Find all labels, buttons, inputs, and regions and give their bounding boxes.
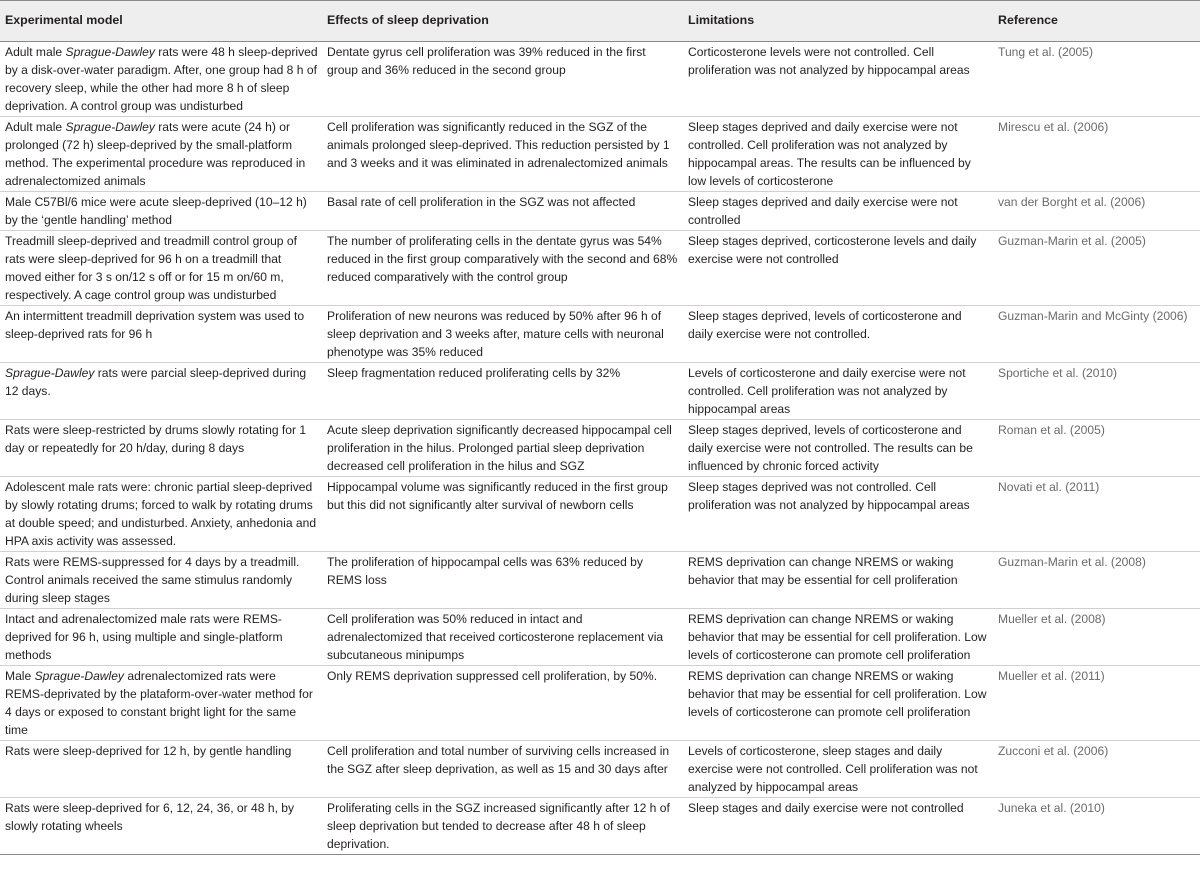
cell-experimental-model [0,231,322,306]
cell-experimental-model [0,117,322,192]
cell-reference: Mueller et al. (2011) [993,666,1200,741]
header-limitations: Limitations [683,1,993,42]
table-row [0,798,1200,855]
cell-experimental-model [0,420,322,477]
table-row [0,420,1200,477]
header-row [0,1,1200,42]
model-text: Treadmill sleep-deprived and treadmill control group of rats were sleep-deprived for 96 h on a treadmill that moved either for 3 s on/12 s off or for 15 m on/60 m, respectively. A cage control group was undisturbed [5,234,297,302]
species-name: Sprague-Dawley [65,45,155,59]
cell-effects: Basal rate of cell proliferation in the SGZ was not affected [322,192,683,231]
cell-effects: The number of proliferating cells in the dentate gyrus was 54% reduced in the first group comparatively with the second and 68% reduced comparatively with the control group [322,231,683,306]
cell-reference: Guzman-Marin and McGinty (2006) [993,306,1200,363]
model-text: Adult male [5,120,66,134]
model-text: rats were parcial sleep-deprived during 12 days. [5,366,307,398]
cell-limitations: Levels of corticosterone and daily exercise were not controlled. Cell proliferation was not analyzed by hippocampal areas [683,363,993,420]
cell-effects: Cell proliferation and total number of surviving cells increased in the SGZ after sleep deprivation, as well as 15 and 30 days after [322,741,683,798]
species-name: Sprague-Dawley [34,669,124,683]
cell-experimental-model [0,363,322,420]
cell-experimental-model [0,666,322,741]
cell-reference: Juneka et al. (2010) [993,798,1200,855]
cell-limitations: REMS deprivation can change NREMS or waking behavior that may be essential for cell proliferation. Low levels of corticosterone can promote cell proliferation [683,609,993,666]
table-row [0,192,1200,231]
cell-effects: Cell proliferation was significantly reduced in the SGZ of the animals prolonged sleep-deprived. This reduction persisted by 1 and 3 weeks and it was eliminated in adrenalectomized animals [322,117,683,192]
cell-limitations: Sleep stages deprived, levels of corticosterone and daily exercise were not controlled. The results can be influenced by chronic forced activity [683,420,993,477]
cell-experimental-model [0,477,322,552]
table-row [0,609,1200,666]
cell-experimental-model [0,552,322,609]
table-row [0,666,1200,741]
cell-reference: Zucconi et al. (2006) [993,741,1200,798]
table-row [0,552,1200,609]
cell-effects: The proliferation of hippocampal cells was 63% reduced by REMS loss [322,552,683,609]
model-text: Intact and adrenalectomized male rats were REMS-deprived for 96 h, using multiple and single-platform methods [5,612,283,662]
table-row [0,477,1200,552]
cell-experimental-model [0,798,322,855]
cell-limitations: Sleep stages deprived, levels of corticosterone and daily exercise were not controlled. [683,306,993,363]
model-text: rats were acute (24 h) or prolonged (72 h) sleep-deprived by the small-platform method. The experimental procedure was reproduced in adrenalectomized animals [5,120,306,188]
table-row [0,306,1200,363]
cell-reference: Guzman-Marin et al. (2008) [993,552,1200,609]
cell-reference: Novati et al. (2011) [993,477,1200,552]
cell-experimental-model [0,741,322,798]
cell-limitations: Corticosterone levels were not controlled. Cell proliferation was not analyzed by hippocampal areas [683,42,993,117]
cell-limitations: Sleep stages deprived was not controlled. Cell proliferation was not analyzed by hippocampal areas [683,477,993,552]
table-row [0,117,1200,192]
cell-experimental-model [0,306,322,363]
cell-effects: Proliferating cells in the SGZ increased significantly after 12 h of sleep deprivation but tended to decrease after 48 h of sleep deprivation. [322,798,683,855]
species-name: Sprague-Dawley [5,366,95,380]
cell-reference: Sportiche et al. (2010) [993,363,1200,420]
cell-effects: Dentate gyrus cell proliferation was 39% reduced in the first group and 36% reduced in the second group [322,42,683,117]
model-text: Rats were sleep-deprived for 12 h, by gentle handling [5,744,292,758]
model-text: An intermittent treadmill deprivation system was used to sleep-deprived rats for 96 h [5,309,305,341]
table-row [0,42,1200,117]
cell-reference: Guzman-Marin et al. (2005) [993,231,1200,306]
cell-experimental-model [0,609,322,666]
cell-limitations: Sleep stages deprived and daily exercise were not controlled. Cell proliferation was not analyzed by hippocampal areas. The results can be influenced by low levels of corticosterone [683,117,993,192]
cell-reference: Tung et al. (2005) [993,42,1200,117]
cell-limitations: REMS deprivation can change NREMS or waking behavior that may be essential for cell proliferation. Low levels of corticosterone can promote cell proliferation [683,666,993,741]
model-text: Adolescent male rats were: chronic partial sleep-deprived by slowly rotating drums; forced to walk by rotating drums at double speed; and undisturbed. Anxiety, anhedonia and HPA axis activity was assessed. [5,480,317,548]
model-text: Rats were REMS-suppressed for 4 days by a treadmill. Control animals received the same stimulus randomly during sleep stages [5,555,300,605]
cell-effects: Hippocampal volume was significantly reduced in the first group but this did not significantly alter survival of newborn cells [322,477,683,552]
model-text: Adult male [5,45,66,59]
table-body [0,42,1200,855]
table-row [0,363,1200,420]
model-text: Male [5,669,35,683]
model-text: Male C57Bl/6 mice were acute sleep-deprived (10–12 h) by the ‘gentle handling’ method [5,195,307,227]
model-text: rats were 48 h sleep-deprived by a disk-over-water paradigm. After, one group had 8 h of recovery sleep, while the other had more 8 h of sleep deprivation. A control group was undisturbed [5,45,318,113]
header-experimental-model: Experimental model [0,1,322,42]
cell-effects: Sleep fragmentation reduced proliferating cells by 32% [322,363,683,420]
cell-limitations: Sleep stages and daily exercise were not controlled [683,798,993,855]
cell-effects: Acute sleep deprivation significantly decreased hippocampal cell proliferation in the hilus. Prolonged partial sleep deprivation decreased cell proliferation in the hilus and SGZ [322,420,683,477]
cell-reference: Roman et al. (2005) [993,420,1200,477]
cell-limitations: REMS deprivation can change NREMS or waking behavior that may be essential for cell proliferation [683,552,993,609]
cell-reference: Mueller et al. (2008) [993,609,1200,666]
cell-limitations: Sleep stages deprived, corticosterone levels and daily exercise were not controlled [683,231,993,306]
table-row [0,231,1200,306]
model-text: Rats were sleep-restricted by drums slowly rotating for 1 day or repeatedly for 20 h/day, during 8 days [5,423,307,455]
model-text: Rats were sleep-deprived for 6, 12, 24, 36, or 48 h, by slowly rotating wheels [5,801,295,833]
cell-reference: Mirescu et al. (2006) [993,117,1200,192]
cell-limitations: Levels of corticosterone, sleep stages and daily exercise were not controlled. Cell proliferation was not analyzed by hippocampal areas [683,741,993,798]
table-row [0,741,1200,798]
cell-limitations: Sleep stages deprived and daily exercise were not controlled [683,192,993,231]
model-text: adrenalectomized rats were REMS-deprivated by the plataform-over-water method for 4 days or exposed to constant bright light for the same time [5,669,313,737]
header-reference: Reference [993,1,1200,42]
cell-experimental-model [0,42,322,117]
species-name: Sprague-Dawley [65,120,155,134]
cell-effects: Cell proliferation was 50% reduced in intact and adrenalectomized that received corticosterone replacement via subcutaneous minipumps [322,609,683,666]
table-header [0,1,1200,42]
header-effects: Effects of sleep deprivation [322,1,683,42]
cell-effects: Proliferation of new neurons was reduced by 50% after 96 h of sleep deprivation and 3 weeks after, mature cells with neuronal phenotype was 35% reduced [322,306,683,363]
cell-effects: Only REMS deprivation suppressed cell proliferation, by 50%. [322,666,683,741]
cell-experimental-model [0,192,322,231]
cell-reference: van der Borght et al. (2006) [993,192,1200,231]
